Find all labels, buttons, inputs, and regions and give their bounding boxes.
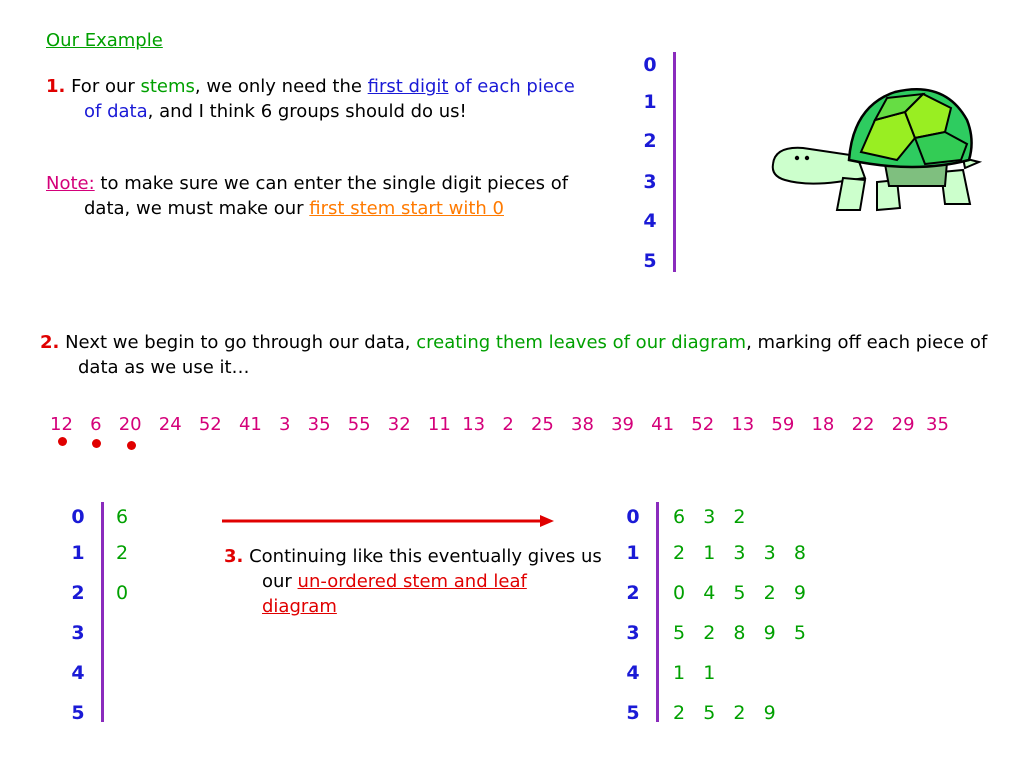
data-value: 13	[731, 414, 755, 435]
step-1-number: 1.	[46, 76, 66, 97]
stem-label: 4	[626, 662, 640, 684]
stem-divider	[673, 52, 676, 272]
step-1-text-c: of	[448, 76, 472, 97]
right-arrow	[220, 512, 560, 532]
step-3-text: Continuing like this eventually gives us our	[243, 546, 602, 592]
data-value: 6	[90, 414, 102, 435]
stems-term: stems	[140, 76, 195, 97]
data-value: 18	[811, 414, 835, 435]
stem-label: 4	[643, 210, 657, 232]
stem-label: 0	[626, 506, 640, 528]
first-digit-term: first digit	[367, 76, 449, 97]
leaf-row: 5 2 8 9 5	[673, 622, 806, 644]
step-2-text-a: Next we begin to go through our data,	[59, 332, 417, 353]
stem-label: 0	[71, 506, 85, 528]
data-value: 52	[198, 414, 222, 435]
unordered-diagram-term: un-ordered stem and leaf diagram	[262, 571, 527, 617]
page-title: Our Example	[46, 30, 163, 51]
leaf-row: 2 5 2 9	[673, 702, 776, 724]
data-value: 12	[50, 414, 73, 435]
step-2-number: 2.	[40, 332, 60, 353]
stem-label: 2	[71, 582, 85, 604]
data-value: 20	[118, 414, 142, 435]
data-value: 41	[651, 414, 675, 435]
data-value: 35	[307, 414, 331, 435]
partial-stem-leaf-table	[66, 502, 186, 724]
stem-label: 2	[626, 582, 640, 604]
stem-label: 5	[71, 702, 85, 724]
data-value: 11	[427, 414, 451, 435]
step-1-text-d: , and I think 6 groups should do us!	[147, 101, 467, 122]
turtle-illustration	[765, 82, 997, 214]
step-3-paragraph	[224, 544, 602, 619]
data-value: 32	[387, 414, 411, 435]
final-stem-leaf-table	[623, 502, 883, 724]
data-value: 35	[926, 414, 949, 435]
note-paragraph	[46, 171, 584, 221]
mark-dot	[92, 439, 101, 448]
stem-label: 3	[71, 622, 85, 644]
data-values-row	[50, 414, 949, 435]
leaf-row: 1 1	[673, 662, 716, 684]
data-value: 25	[530, 414, 554, 435]
data-value: 52	[691, 414, 715, 435]
step-2-text-b: , marking off each piece of data as we use it…	[78, 332, 988, 378]
data-value: 22	[851, 414, 875, 435]
stem-divider	[101, 502, 104, 722]
stem-divider	[656, 502, 659, 722]
step-2-paragraph	[40, 330, 1018, 380]
step-3-number: 3.	[224, 546, 244, 567]
stem-label: 5	[626, 702, 640, 724]
data-value: 24	[158, 414, 182, 435]
note-text: to make sure we can enter the single digit pieces of data, we must make our	[84, 173, 569, 219]
stem-label: 0	[643, 54, 657, 76]
first-stem-term: first stem start with 0	[309, 198, 504, 219]
data-value: 3	[279, 414, 291, 435]
step-1-text-b: , we only need the	[194, 76, 368, 97]
stem-label: 2	[643, 130, 657, 152]
step-2-highlight: creating them leaves of our diagram	[416, 332, 747, 353]
data-value: 59	[771, 414, 795, 435]
note-label: Note:	[46, 173, 95, 194]
step-1-text-a: For our	[65, 76, 141, 97]
leaf-row: 6 3 2	[673, 506, 746, 528]
initial-stem-table	[638, 52, 698, 274]
data-value: 38	[571, 414, 594, 435]
data-value: 2	[502, 414, 514, 435]
leaf-row: 6	[116, 506, 129, 528]
leaf-row: 0	[116, 582, 129, 604]
stem-label: 5	[643, 250, 657, 272]
data-value: 13	[462, 414, 486, 435]
leaf-row: 0 4 5 2 9	[673, 582, 806, 604]
data-value: 55	[347, 414, 371, 435]
stem-label: 1	[71, 542, 85, 564]
stem-label: 3	[643, 171, 657, 193]
stem-label: 1	[643, 91, 657, 113]
step-1-paragraph	[46, 74, 584, 124]
data-value: 41	[238, 414, 262, 435]
data-value: 29	[891, 414, 915, 435]
mark-dot	[127, 441, 136, 450]
data-value: 39	[611, 414, 634, 435]
stem-label: 1	[626, 542, 640, 564]
leaf-row: 2	[116, 542, 129, 564]
mark-dot	[58, 437, 67, 446]
leaf-row: 2 1 3 3 8	[673, 542, 806, 564]
stem-label: 4	[71, 662, 85, 684]
each-piece-term: each piece of data	[84, 76, 575, 122]
stem-label: 3	[626, 622, 640, 644]
